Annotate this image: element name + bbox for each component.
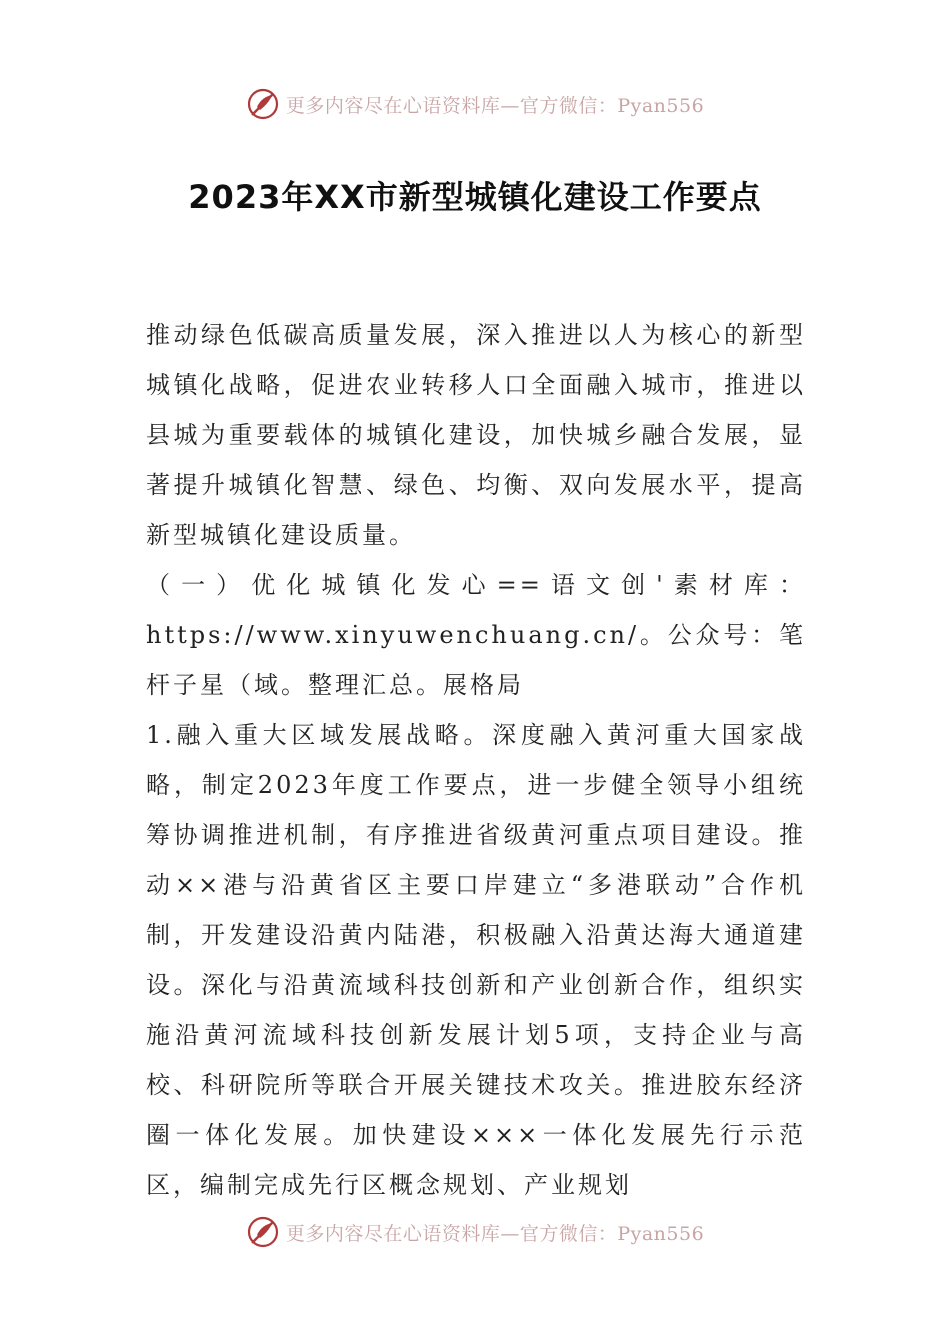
watermark-text: 更多内容尽在心语资料库—官方微信：Pyan556 [285,94,705,117]
footer-watermark [0,1212,950,1252]
paragraph-item-1: 1.融入重大区域发展战略。深度融入黄河重大国家战略，制定2023年度工作要点，进一步健全领导小组统筹协调推进机制，有序推进省级黄河重点项目建设。推动××港与沿黄省区主要口岸建立“多港联动”合作机制，开发建设沿黄内陆港，积极融入沿黄达海大通道建设。深化与沿黄流域科技创新和产业创新合作，组织实施沿黄河流域科技创新发展计划5项，支持企业与高校、科研院所等联合开展关键技术攻关。推进胶东经济圈一体化发展。加快建设×××一体化发展先行示范区，编制完成先行区概念规划、产业规划 [146,721,806,1199]
header-watermark [0,84,950,124]
quill-pen-logo-icon [246,1215,280,1249]
paragraph-intro: 推动绿色低碳高质量发展，深入推进以人为核心的新型城镇化战略，促进农业转移人口全面融入城市，推进以县城为重要载体的城镇化建设，加快城乡融合发展，显著提升城镇化智慧、绿色、均衡、双向发展水平，提高新型城镇化建设质量。 [146,321,806,549]
document-title: 2023年XX市新型城镇化建设工作要点 [188,178,762,216]
paragraph-section-heading: （一）优化城镇化发心==语文创'素材库：https://www.xinyuwenchuang.cn/。公众号：笔杆子星（域。整理汇总。展格局 [146,571,806,699]
quill-pen-logo-icon [246,87,280,121]
watermark-text: 更多内容尽在心语资料库—官方微信：Pyan556 [285,1222,705,1245]
document-body [146,310,806,1210]
